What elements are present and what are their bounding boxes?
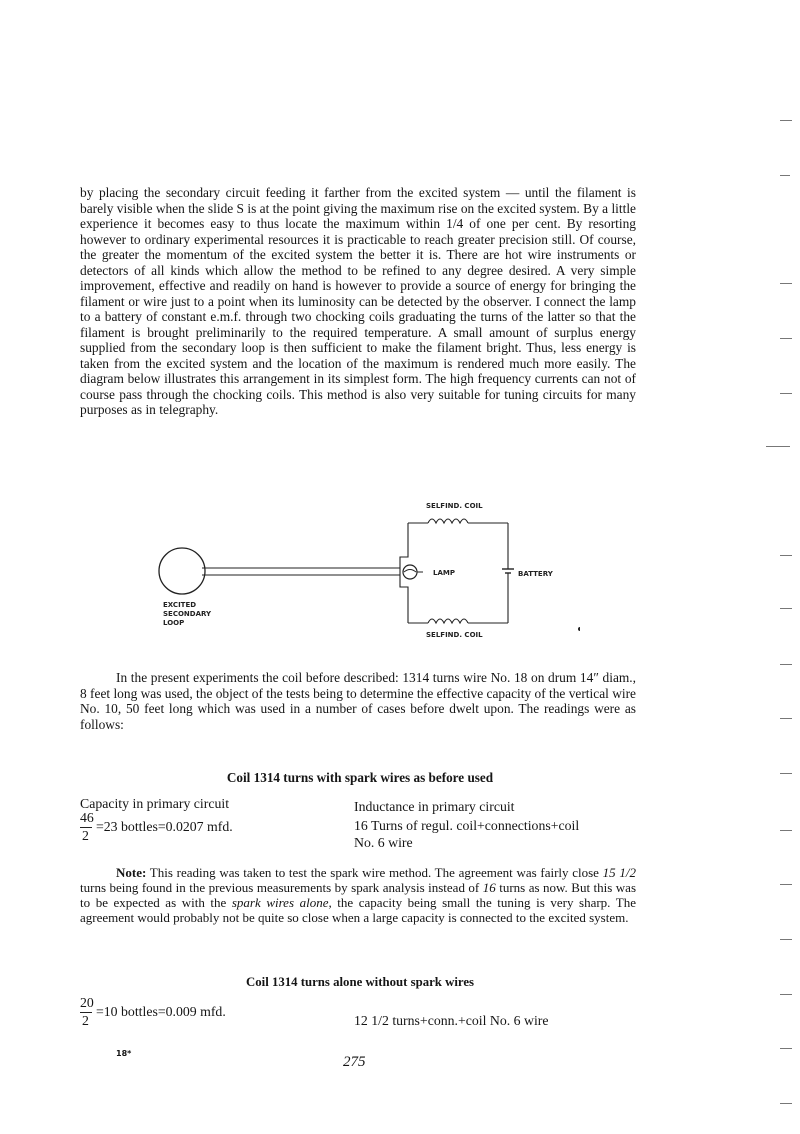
table1-inductance-header: Inductance in primary circuit [354, 799, 515, 814]
edge-mark [780, 338, 792, 339]
table2-capacity-result: =10 bottles=0.009 mfd. [96, 1004, 226, 1019]
table1-capacity-result: =23 bottles=0.0207 mfd. [96, 819, 233, 834]
edge-mark [780, 608, 792, 609]
heading-with-spark-wires: Coil 1314 turns with spark wires as before used [226, 770, 494, 785]
lamp-filament [404, 570, 416, 573]
label-top-coil: SELFIND. COIL [426, 502, 483, 510]
paragraph-2: In the present experiments the coil before described: 1314 turns wire No. 18 on drum 14″ diam., 8 feet long was used, the object of the tests being to determine the effective capacity of the vertical wire No. 10, 50 feet long which was used in a number of cases before dwelt upon. The readings were as follows: [80, 670, 636, 732]
table1-capacity-value [80, 810, 280, 846]
lamp-symbol [403, 565, 417, 579]
edge-mark [780, 283, 792, 284]
edge-mark [780, 718, 792, 719]
stray-dot [578, 627, 580, 631]
table2-fraction-denominator: 2 [82, 1013, 89, 1028]
label-battery: BATTERY [518, 570, 553, 578]
note-text-b: turns being found in the previous measurements by spark analysis instead of [80, 880, 483, 895]
note-label: Note: [116, 865, 147, 880]
note-em-3: spark wires alone, [231, 895, 332, 910]
note-em-2: 16 [482, 880, 496, 895]
edge-mark [780, 994, 792, 995]
label-loop-excited: EXCITED [163, 601, 197, 609]
edge-mark [780, 1103, 792, 1104]
label-lamp: LAMP [433, 569, 455, 577]
note-paragraph [80, 865, 636, 925]
edge-mark [780, 830, 792, 831]
table1-capacity-header: Capacity in primary circuit [80, 796, 230, 811]
top-coil [428, 519, 468, 523]
table2-capacity-value [80, 995, 280, 1031]
label-loop-loop: LOOP [163, 619, 185, 627]
signature-mark: 18* [116, 1049, 132, 1058]
edge-mark [780, 939, 792, 940]
heading-without-spark-wires: Coil 1314 turns alone without spark wires [246, 975, 474, 989]
secondary-loop-circle [159, 548, 205, 594]
table2-fraction-numerator: 20 [80, 995, 94, 1010]
note-text-c: turns as now. But this was to be expected as with the [80, 880, 637, 910]
label-loop-secondary: SECONDARY [163, 610, 212, 618]
circuit-diagram-svg [150, 495, 580, 645]
edge-mark [780, 1048, 792, 1049]
table1-inductance-line1: 16 Turns of regul. coil+connections+coil [354, 818, 580, 833]
edge-mark [780, 664, 792, 665]
bottom-coil [428, 619, 468, 623]
edge-mark [780, 393, 792, 394]
edge-mark [766, 446, 790, 447]
edge-mark [780, 555, 792, 556]
table1-inductance-line2: No. 6 wire [354, 835, 413, 850]
note-text-d: the capacity being small the tuning is very sharp. The agreement would probably not be quite so close when a large capacity is connected to the excited system. [80, 895, 636, 925]
edge-mark [780, 884, 792, 885]
edge-mark [780, 120, 792, 121]
note-text-a: This reading was taken to test the spark wire method. The agreement was fairly close [146, 865, 603, 880]
table1-fraction-denominator: 2 [82, 828, 89, 843]
table2-inductance-line1: 12 1/2 turns+conn.+coil No. 6 wire [354, 1013, 549, 1028]
note-em-1: 15 1/2 [602, 865, 636, 880]
page-number: 275 [343, 1054, 366, 1070]
edge-mark [780, 175, 790, 176]
edge-mark [780, 773, 792, 774]
label-bottom-coil: SELFIND. COIL [426, 631, 483, 639]
table1-fraction-numerator: 46 [80, 810, 94, 825]
circuit-left-wire [400, 523, 408, 623]
circuit-diagram [150, 495, 580, 650]
paragraph-1: by placing the secondary circuit feeding it farther from the excited system — until the filament is barely visible when the slide S is at the point giving the maximum rise on the excited system. By a little experience it becomes easy to thus locate the maximum within 1/4 of one per cent. By resorting however to ordinary experimental resources it is practicable to reach greater precision still. Of course, the greater the momentum of the excited system the better it is. There are hot wire instruments or detectors of all kinds which allow the method to be refined to any degree desired. A very simple improvement, effective and readily on hand is however to provide a source of energy for bringing the filament or wire just to a point when its luminosity can be detected by the observer. I connect the lamp to a battery of constant e.m.f. through two chocking coils graduating the turns of the latter so that the filament is brought preliminarily to the required temperature. A small amount of surplus energy supplied from the secondary loop is then sufficient to make the filament bright. Thus, less energy is taken from the excited system and the location of the maximum is rendered much more easily. The diagram below illustrates this arrangement in its simplest form. The high frequency currents can not of course pass through the chocking coils. This method is also very suitable for tuning circuits for many purposes as in telegraphy. [80, 185, 636, 417]
